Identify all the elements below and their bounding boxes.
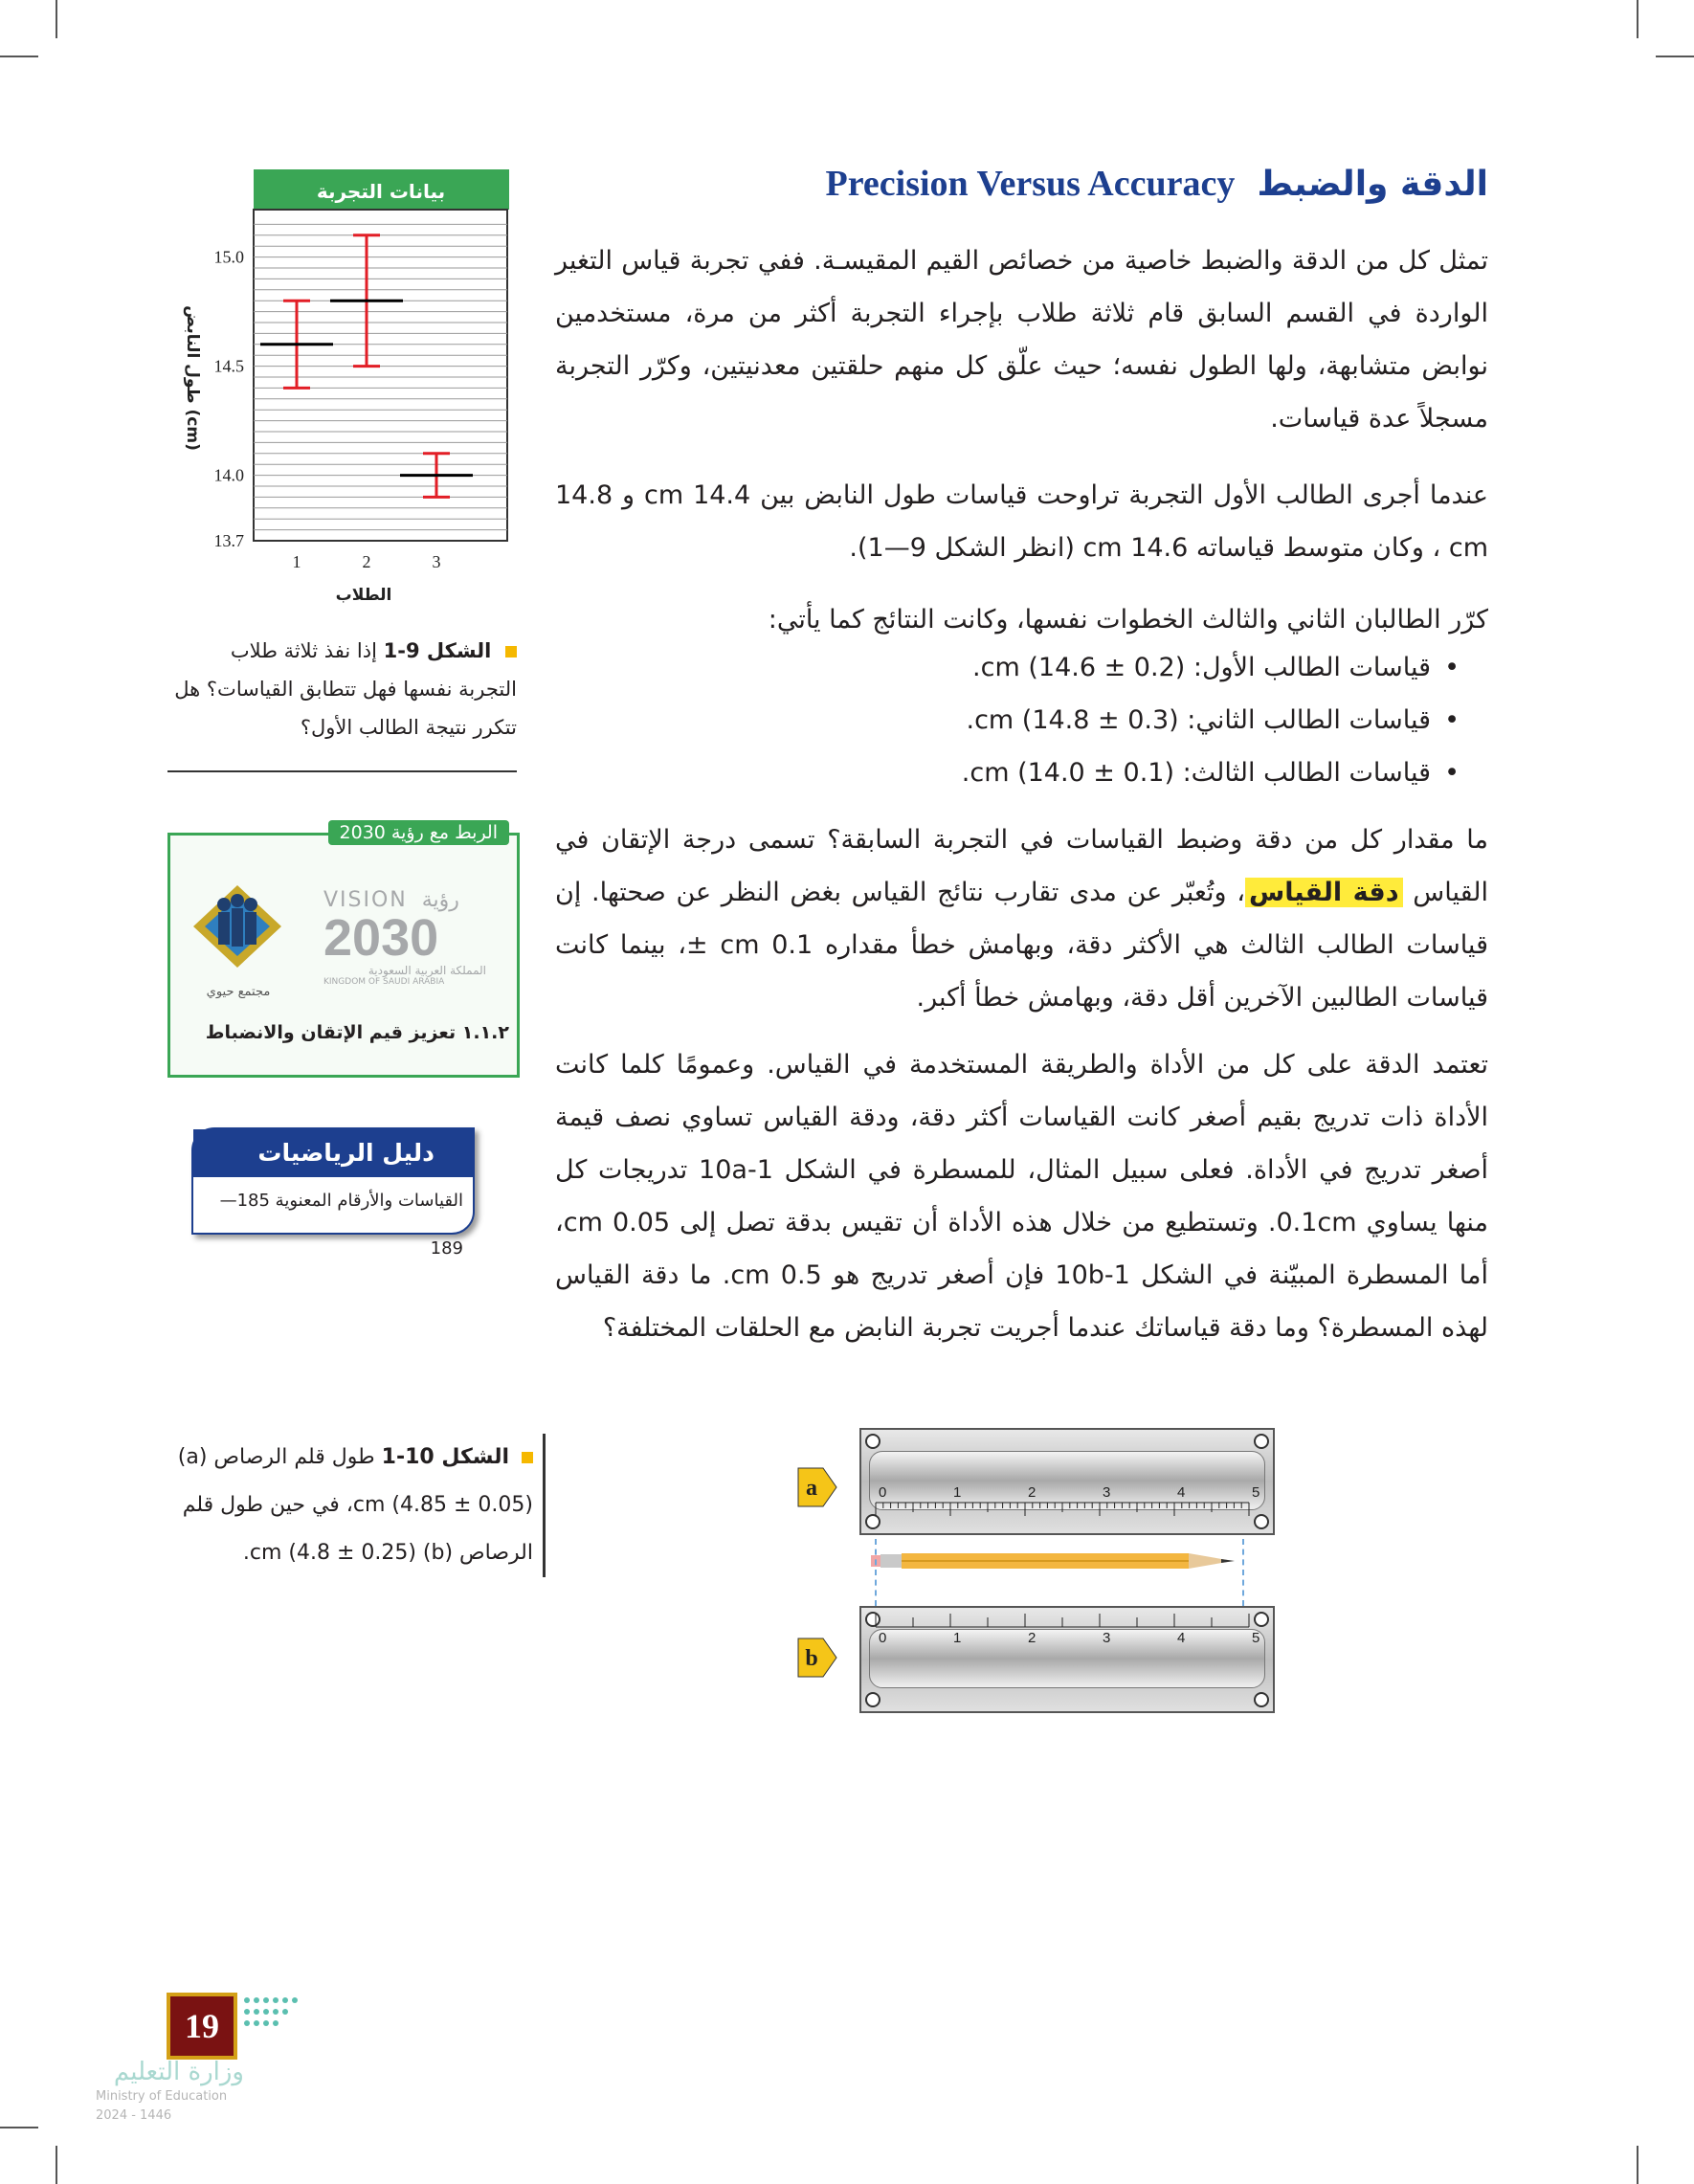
caption-label: الشكل 9-1 [383, 639, 492, 662]
paragraph-tools: تعتمد الدقة على كل من الأداة والطريقة المستخدمة في القياس. وعمومًا كلما كانت الأداة ذات تدريج بقيم أصغر كانت القياسات أكثر دقة، ودقة القياس تساوي نصف قيمة أصغر تدريج في الأداة. فعلى سبيل المثال، للمسطرة في الشكل 10a-1 تدريجات كل منها يساوي 0.1cm. وتستطيع من خلال هذه الأداة أن تقيس بدقة تصل إلى 0.05 cm، أما المسطرة المبيّنة في الشكل 10b-1 فإن أصغر تدريج هو 0.5 cm. ما دقة القياس لهذه المسطرة؟ وما دقة قياساتك عندما أجريت تجربة النابض مع الحلقات المختلفة؟ [555, 1050, 1488, 1343]
paragraph-results-intro: كرّر الطالبان الثاني والثالث الخطوات نفسها، وكانت النتائج كما يأتي: [768, 605, 1488, 635]
heading-english: Precision Versus Accuracy [825, 164, 1236, 204]
screw-icon [1254, 1692, 1269, 1707]
vision-2030-box [167, 822, 520, 1078]
caption-square-icon [522, 1452, 533, 1463]
caption-square-icon [505, 646, 517, 657]
screw-icon [865, 1434, 880, 1449]
vision-footer: ١.١.٢ تعزيز قيم الإتقان والانضباط [205, 1022, 509, 1043]
results-list [555, 641, 1460, 799]
caption-label: الشكل 10-1 [381, 1445, 509, 1469]
vision-header: الربط مع رؤية 2030 [328, 820, 509, 845]
ruler-a-tag [794, 1466, 838, 1508]
math-guide-box [191, 1127, 475, 1259]
chart-frame [254, 210, 507, 541]
chart-y-tick-label: 15.0 [213, 247, 244, 267]
chart-y-tick-label: 13.7 [213, 531, 244, 550]
ruler-b-tag [794, 1637, 838, 1679]
chart-title: بيانات التجربة [316, 180, 446, 203]
ruler-label: 2 [1028, 1484, 1036, 1501]
pencil-image [871, 1549, 1273, 1573]
crop-mark [1637, 0, 1638, 38]
crop-mark [56, 0, 57, 38]
vision-ru2ya: رؤية [421, 888, 459, 912]
paragraph-text: ما مقدار كل من دقة وضبط القياسات في التجربة السابقة؟ تسمى درجة الإتقان في القياس [555, 825, 1488, 907]
crop-mark [1637, 2146, 1638, 2184]
vision-kingdom-en: KINGDOM OF SAUDI ARABIA [323, 977, 445, 987]
ruler-label: 0 [879, 1484, 887, 1501]
chart-x-tick-label: 3 [432, 552, 441, 571]
math-guide-title: دليل الرياضيات [193, 1129, 473, 1177]
chart-y-tick-label: 14.0 [213, 465, 244, 485]
ruler-b [859, 1606, 1275, 1713]
ruler-label: 4 [1177, 1484, 1186, 1501]
paragraph-intro: تمثل كل من الدقة والضبط خاصية من خصائص القيم المقيسـة. ففي تجربة قياس التغير الواردة في القسم السابق قام ثلاثة طلاب بإجراء التجربة أكثر من مرة، مستخدمين نوابض متشابهة، ولها الطول نفسه؛ حيث علّق كل منهم حلقتين معدنيتين، وكرّر التجربة مسجلاً عدة قياسات. [555, 246, 1488, 434]
vision-number: 2030 [323, 909, 439, 967]
ruler-label: 1 [953, 1484, 962, 1501]
ruler-label: 5 [1252, 1630, 1260, 1646]
ruler-label: 3 [1103, 1630, 1111, 1646]
ministry-dots-icon [241, 1993, 318, 2033]
ruler-label: 3 [1103, 1484, 1111, 1501]
community-label: مجتمع حيوي [206, 985, 271, 999]
vision-2030-logo [323, 888, 486, 987]
crop-mark [0, 56, 38, 57]
ruler-a-tag-label: a [806, 1476, 817, 1501]
paragraph-precision [555, 813, 1488, 1024]
ruler-b-scale [861, 1608, 1273, 1646]
chart-y-axis-label: طول النابض (cm) [183, 305, 202, 451]
ruler-label: 0 [879, 1630, 887, 1646]
page-number: 19 [167, 1993, 237, 2060]
ruler-label: 1 [953, 1630, 962, 1646]
chart-x-tick-label: 2 [362, 552, 371, 571]
caption-text: إذا نفذ ثلاثة طلاب التجربة نفسها فهل تتطابق القياسات؟ هل تتكرر نتيجة الطالب الأول؟ [174, 639, 517, 739]
list-item: • قياسات الطالب الثاني: cm (14.8 ± 0.3). [555, 694, 1460, 747]
ruler-label: 2 [1028, 1630, 1036, 1646]
ruler-a [859, 1428, 1275, 1535]
chart-y-tick-label: 14.5 [213, 356, 244, 376]
ministry-year: 2024 - 1446 [96, 2108, 172, 2123]
ministry-name-en: Ministry of Education [96, 2089, 228, 2104]
ruler-b-tag-label: b [805, 1646, 818, 1671]
crop-mark [0, 2127, 38, 2128]
crop-mark [1656, 56, 1694, 57]
screw-icon [1254, 1434, 1269, 1449]
experiment-chart [172, 167, 512, 617]
vision-kingdom-ar: المملكة العربية السعودية [368, 964, 486, 977]
highlight-term: دقة القياس [1245, 878, 1403, 907]
ruler-label: 5 [1252, 1484, 1260, 1501]
chart-svg [172, 167, 512, 617]
math-guide-text: القياسات والأرقام المعنوية 185—189 [219, 1191, 463, 1259]
caption-text: طول قلم الرصاص (a) (4.85 ± 0.05) cm، في حين طول قلم الرصاص cm (4.8 ± 0.25) (b). [177, 1445, 533, 1565]
section-heading [747, 163, 1488, 220]
caption-divider [167, 770, 517, 772]
chart-x-tick-label: 1 [292, 552, 301, 571]
figure-10-caption [167, 1434, 546, 1577]
chart-x-axis-label: الطلاب [335, 586, 392, 605]
ruler-label: 4 [1177, 1630, 1186, 1646]
paragraph-student-one: عندما أجرى الطالب الأول التجربة تراوحت قياسات طول النابض بين 14.4 cm و 14.8 cm ، وكان متوسط قياساته 14.6 cm (انظر الشكل 9—1). [555, 480, 1488, 563]
list-item: • قياسات الطالب الثالث: cm (14.0 ± 0.1). [555, 747, 1460, 799]
ruler-a-scale [861, 1483, 1273, 1522]
list-item: • قياسات الطالب الأول: cm (14.6 ± 0.2). [555, 641, 1460, 694]
community-icon [191, 883, 283, 969]
ruler-figure [794, 1426, 1282, 1713]
figure-9-caption [167, 632, 517, 747]
guide-line [1242, 1539, 1244, 1606]
guide-line [875, 1539, 877, 1606]
paragraph-text: ، وتُعبّر عن مدى تقارب نتائج القياس بغض النظر عن صحتها. إن قياسات الطالب الثالث هي الأكثر دقة، وبهامش خطأ مقداره 0.1 cm ±، بينما كانت قياسات الطالبين الآخرين أقل دقة، وبهامش خطأ أكبر. [555, 878, 1488, 1013]
screw-icon [865, 1692, 880, 1707]
vision-word: VISION [323, 888, 408, 912]
heading-arabic: الدقة والضبط [1257, 165, 1488, 204]
ministry-name-ar: وزارة التعليم [113, 2058, 244, 2086]
crop-mark [56, 2146, 57, 2184]
